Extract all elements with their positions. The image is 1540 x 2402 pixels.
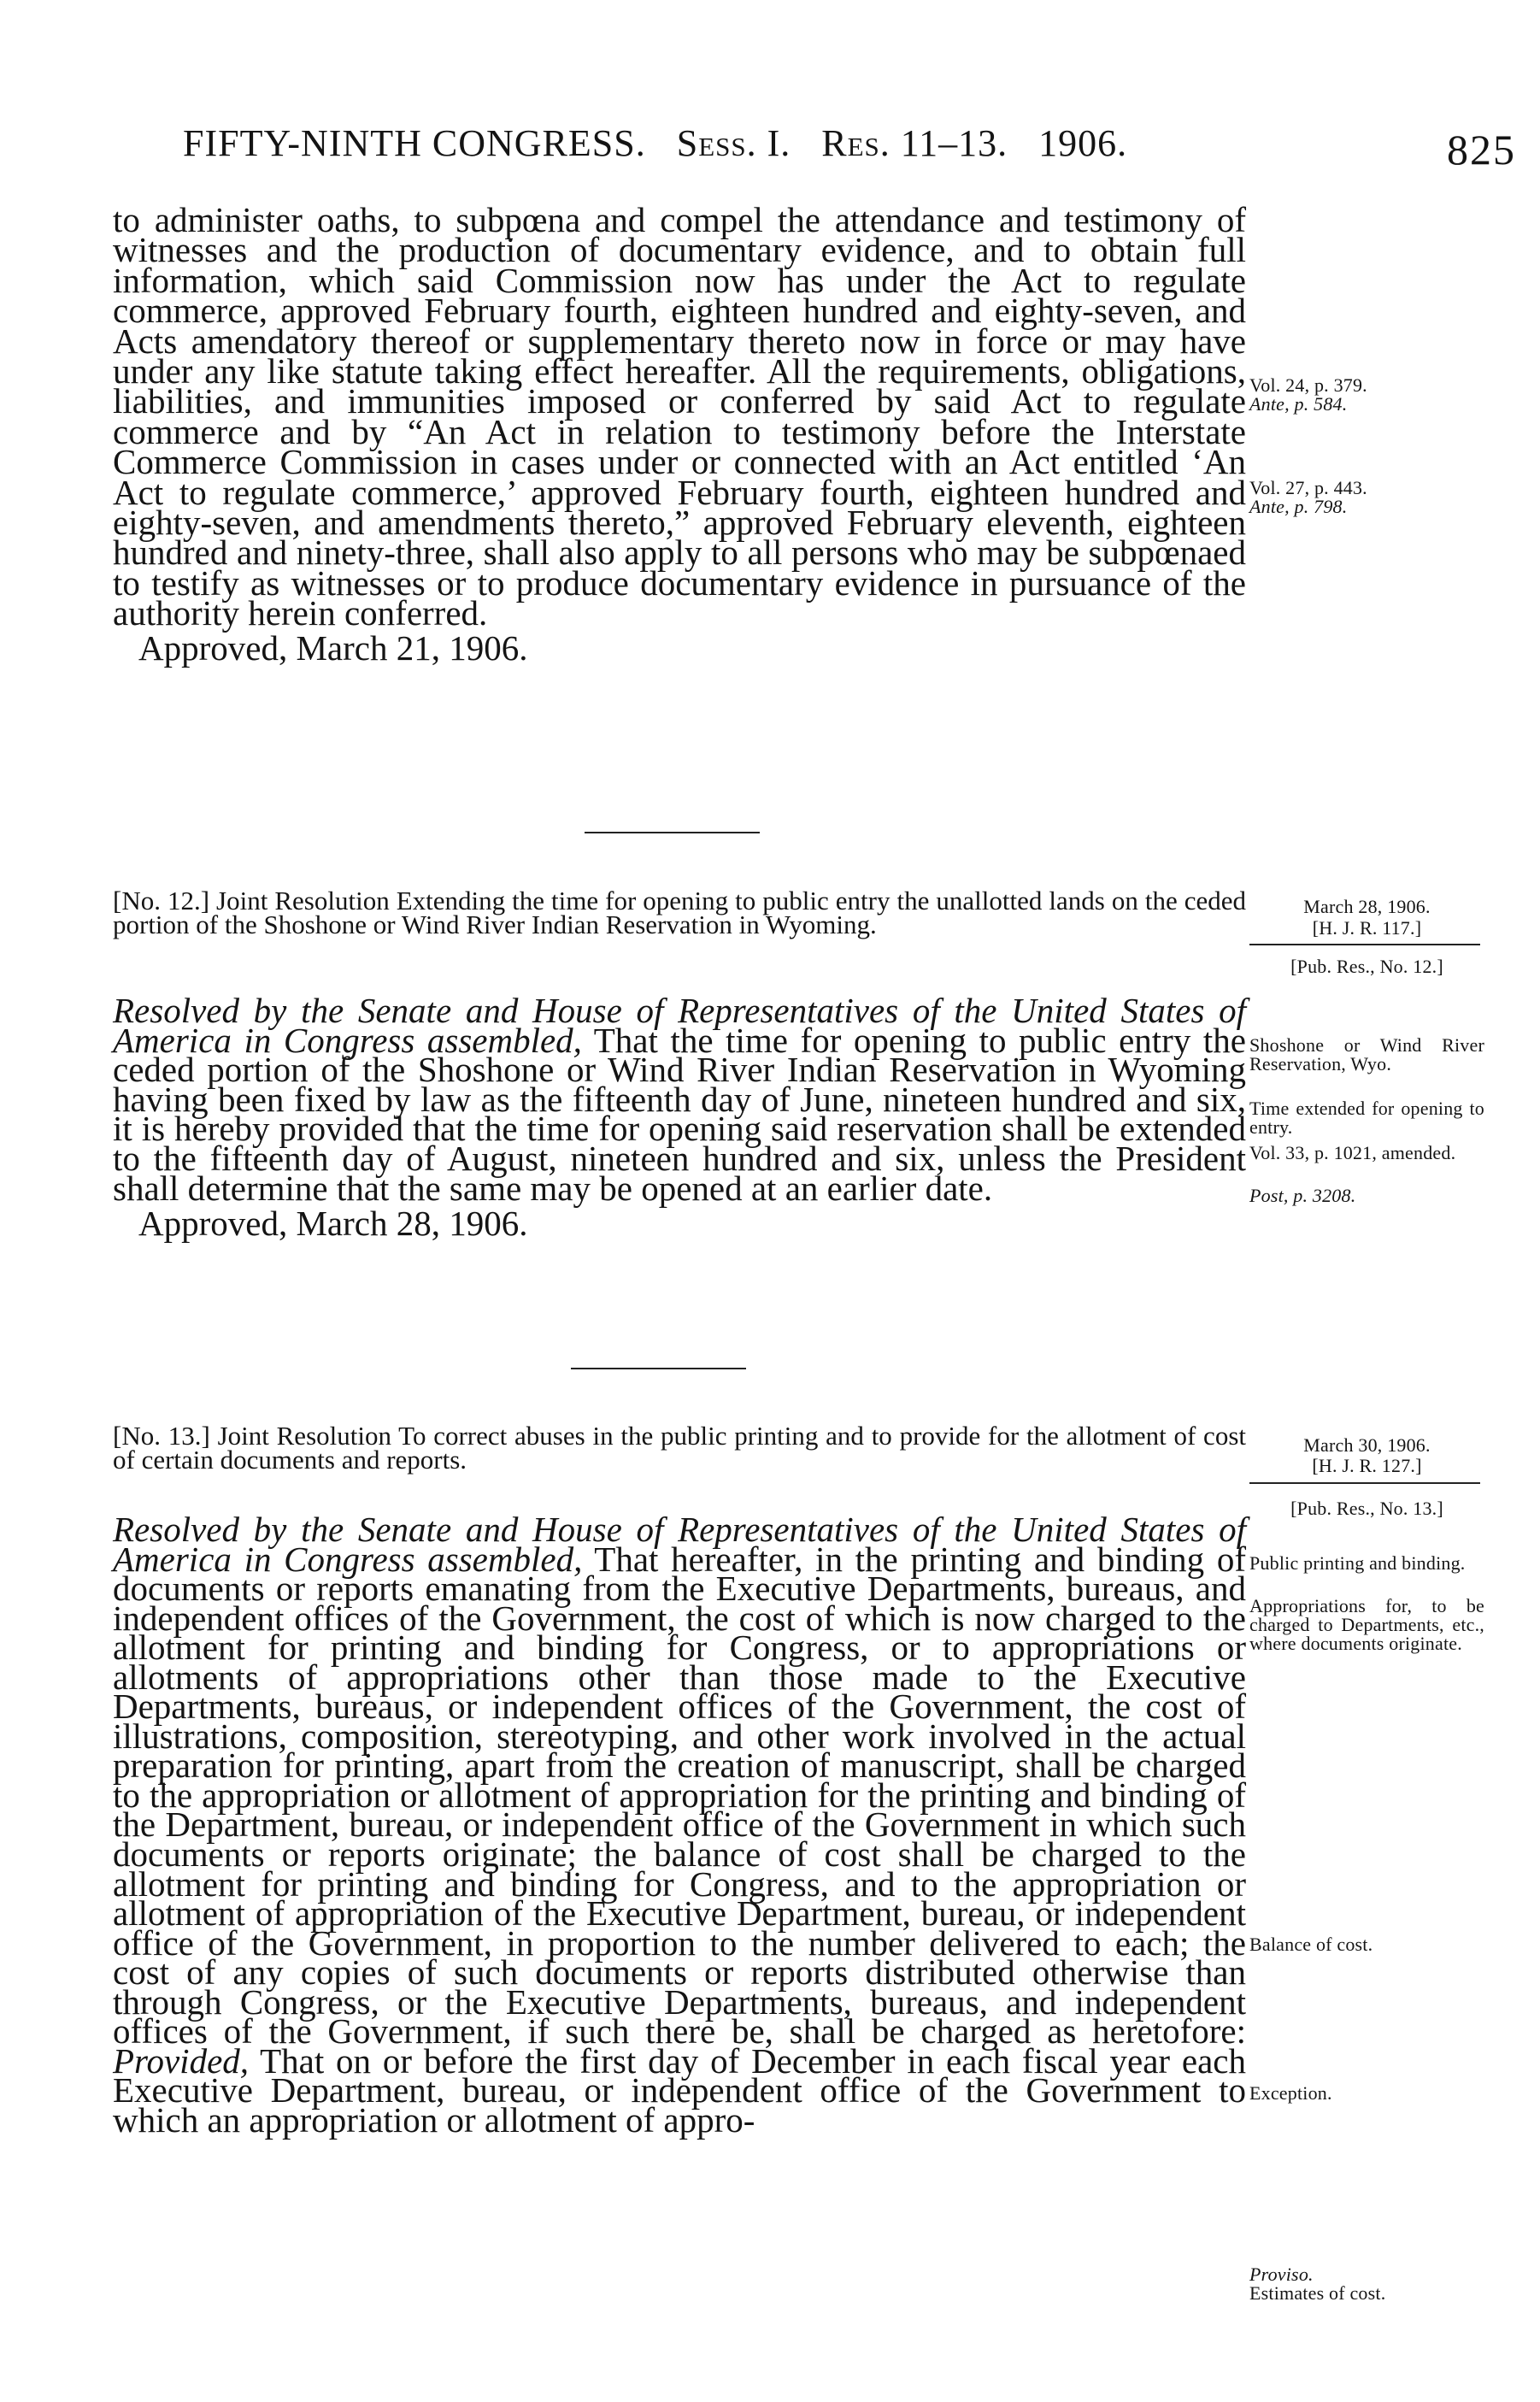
resolution-13-text-continued: That on or before the first day of December in each fiscal year each Executive Department, bureau, or independent office of the Government to which an appropriation or allotment of appro- [113,2040,1246,2140]
resolution-13-enacting-clause: Resolved by the Senate and House of Representatives of the United States of America in Congress assembled, [113,1510,1246,1579]
margin-note-balance-of-cost: Balance of cost. [1249,1934,1373,1955]
resolution-12-title: [No. 12.] Joint Resolution Extending the time for opening to public entry the unallotted lands on the ceded portion of the Shoshone or Wind River Indian Reservation in Wyoming. [113,886,1246,939]
margin-note-proviso: Proviso. [1249,2264,1314,2285]
margin-note-vol-24: Vol. 24, p. 379. [1249,374,1367,396]
margin-note-exception: Exception. [1249,2082,1332,2104]
section-divider-2 [571,1368,746,1369]
margin-note-time-extended: Time extended for opening to entry. [1249,1098,1484,1138]
resolution-13-bill-ref: [H. J. R. 127.] [1312,1455,1422,1476]
margin-note-citation-1 [1249,376,1484,414]
continued-resolution-section [113,200,1246,668]
approved-line-res-12: Approved, March 28, 1906. [138,1204,528,1244]
margin-note-citation-2 [1249,479,1484,516]
resolution-12-bill-ref: [H. J. R. 117.] [1312,917,1422,939]
resolution-12-date: March 28, 1906. [1303,896,1431,917]
resolution-12-enacting-clause: Resolved by the Senate and House of Representatives of the United States of America in Congress assembled, [113,991,1246,1060]
resolution-12-text: That the time for opening to public entry the ceded portion of the Shoshone or Wind River Indian Reservation in Wyoming having been fixed by law as the fifteenth day of June, nineteen hundred and six, it is hereby provided that the time for opening said reservation shall be extended to the fifteenth day of August, nineteen hundred and six, unless the President shall determine that the same may be opened at an earlier date. [113,1020,1246,1208]
running-head [183,121,1516,173]
session-label: Sess. I. [676,122,791,164]
resolution-13-date: March 30, 1906. [1303,1434,1431,1456]
margin-note-vol-27: Vol. 27, p. 443. [1249,477,1367,498]
margin-note-ante-584: Ante, p. 584. [1249,393,1348,415]
resolution-13-body-section [113,1510,1247,2140]
resolution-13-body [113,1510,1247,2140]
continued-paragraph: to administer oaths, to subpœna and compel the attendance and testimony of witnesses and the production of documentary evidence, and to obtain full information, which said Commission now has under the Act to regulate commerce, approved February fourth, eighteen hundred and eighty-seven, and Acts amendatory thereof or supplementary thereto now in force or may have under any like statute taking effect hereafter. All the requirements, obligations, liabilities, and immunities imposed or conferred by said Act to regulate commerce and by “An Act in relation to testimony before the Interstate Commerce Commission in cases under or connected with an Act entitled ‘An Act to regulate commerce,’ approved February fourth, eighteen hundred and eighty-seven, and amendments thereto,” approved February eleventh, eighteen hundred and ninety-three, shall also apply to all persons who may be subpœnaed to testify as witnesses or to produce documentary evidence in pursuance of the authority herein conferred. [113,200,1246,633]
margin-note-shoshone: Shoshone or Wind River Reservation, Wyo. [1249,1034,1484,1074]
margin-note-appropriations: Appropriations for, to be charged to Departments, etc., where documents originate. [1249,1595,1484,1654]
resolution-12-note-rule [1249,944,1480,945]
section-divider-1 [585,832,760,833]
approved-line-res-11: Approved, March 21, 1906. [138,627,528,668]
margin-note-post-3208: Post, p. 3208. [1249,1185,1356,1206]
resolution-12-body-section [113,991,1246,1244]
resolution-12-body [113,991,1246,1208]
resolutions-label: Res. 11–13. [821,122,1008,164]
proviso-word: Provided, [113,2040,250,2081]
margin-note-ante-798: Ante, p. 798. [1249,496,1348,517]
resolution-13-title: [No. 13.] Joint Resolution To correct abuses in the public printing and to provide for the allotment of cost of certain documents and reports. [113,1421,1246,1475]
resolution-13-note-rule [1249,1482,1480,1484]
congress-name: FIFTY-NINTH CONGRESS. [183,122,646,164]
margin-note-estimates: Estimates of cost. [1249,2282,1386,2304]
running-head-title [183,121,1127,165]
resolution-13-text: That hereafter, in the printing and binding of documents or reports emanating from the Executive Departments, bureaus, and independent offices of the Government, the cost of which is now charged to the allotment for printing and binding for Congress, or to appropriations or allotments of appropriations other than those made to the Executive Departments, bureaus, or independent offices of the Government, the cost of illustrations, composition, stereotyping, and other work involved in the actual preparation for printing, apart from the creation of manuscript, shall be charged to the appropriation or allotment of appropriation for the printing and binding of the Department, bureau, or independent office of the Government in which such documents or reports originate; the balance of cost shall be charged to the allotment for printing and binding for Congress, and to the appropriation or allotment of appropriation of the Executive Department, bureau, or independent office of the Government, in proportion to the number delivered to each; the cost of any copies of such documents or reports distributed otherwise than through Congress, or the Executive Departments, bureaus, and independent offices of the Government, if such there be, shall be charged as heretofore: [113,1539,1247,2052]
resolution-12-pub-res: [Pub. Res., No. 12.] [1290,956,1443,977]
margin-note-vol-33: Vol. 33, p. 1021, amended. [1249,1142,1456,1163]
resolution-13-pub-res: [Pub. Res., No. 13.] [1290,1498,1443,1519]
margin-note-public-printing: Public printing and binding. [1249,1552,1466,1574]
page-number: 825 [1447,126,1516,174]
year-label: 1906. [1038,122,1128,164]
